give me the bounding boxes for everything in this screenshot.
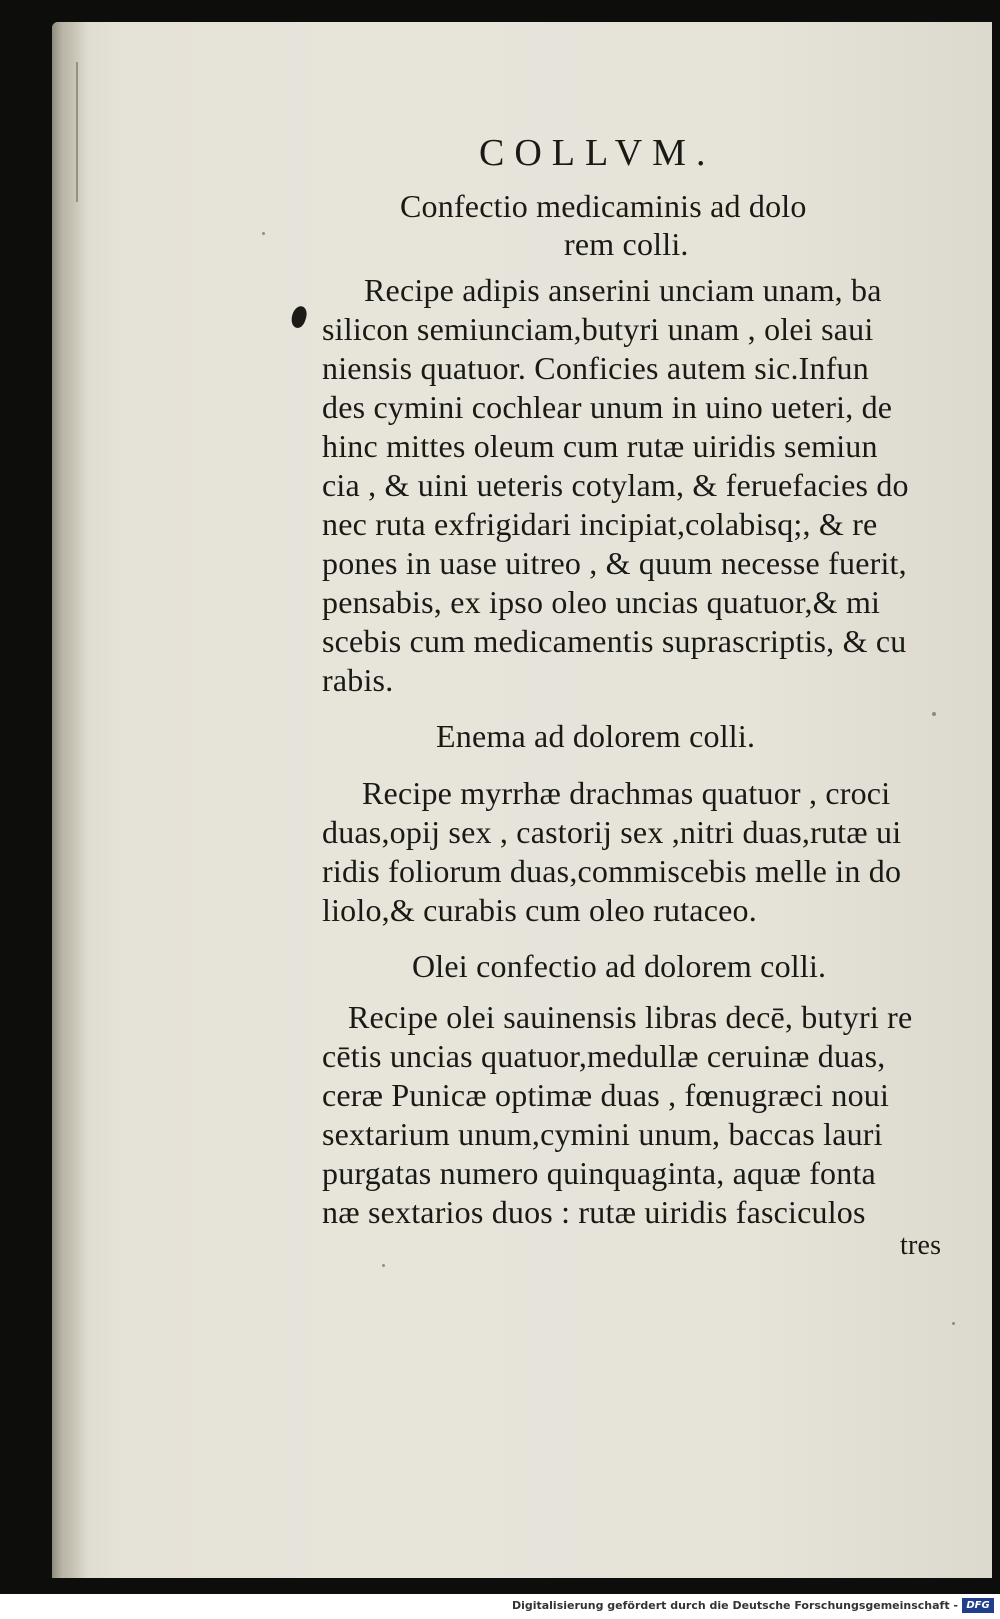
dfg-logo: DFG	[962, 1598, 994, 1613]
section3-line-5: purgatas numero quinquaginta, aquæ fonta	[322, 1155, 876, 1191]
section1-line-4: des cymini cochlear unum in uino ueteri, de	[322, 389, 893, 425]
ink-blot-mark	[289, 304, 309, 329]
paper-speck	[932, 712, 936, 716]
paper-speck	[262, 232, 265, 235]
section2-line-1: Recipe myrrhæ drachmas quatuor , croci	[362, 775, 891, 811]
digitization-footer	[0, 1594, 1000, 1619]
section2-line-2: duas,opij sex , castorij sex ,nitri duas,rutæ ui	[322, 814, 902, 850]
running-heading: COLLVM.	[479, 132, 716, 174]
section1-line-6: cia , & uini ueteris cotylam, & feruefacies do	[322, 467, 909, 503]
section1-line-3: niensis quatuor. Conficies autem sic.Infun	[322, 350, 869, 386]
section3-line-2: cētis uncias quatuor,medullæ ceruinæ duas,	[322, 1038, 886, 1074]
catchword: tres	[900, 1230, 942, 1261]
section1-line-8: pones in uase uitreo , & quum necesse fuerit,	[322, 545, 907, 581]
page-gutter	[52, 22, 88, 1578]
gutter-shadow	[76, 62, 78, 202]
section3-line-3: ceræ Punicæ optimæ duas , fœnugræci noui	[322, 1077, 890, 1113]
section2-title: Enema ad dolorem colli.	[436, 718, 756, 754]
paper-speck	[952, 1322, 955, 1325]
book-page	[52, 22, 992, 1578]
section1-line-9: pensabis, ex ipso oleo uncias quatuor,& mi	[322, 584, 881, 620]
section1-line-11: rabis.	[322, 662, 394, 698]
section2-line-4: liolo,& curabis cum oleo rutaceo.	[322, 892, 757, 928]
section1-line-5: hinc mittes oleum cum rutæ uiridis semiun	[322, 428, 878, 464]
section1-line-7: nec ruta exfrigidari incipiat,colabisq;, & re	[322, 506, 878, 542]
section1-line-10: scebis cum medicamentis suprascriptis, & cu	[322, 623, 907, 659]
footer-credit: Digitalisierung gefördert durch die Deutsche Forschungsgemeinschaft -	[511, 1599, 958, 1612]
paper-speck	[382, 1264, 385, 1267]
section1-line-2: silicon semiunciam,butyri unam , olei saui	[322, 311, 874, 347]
section3-title: Olei confectio ad dolorem colli.	[412, 948, 827, 984]
section1-title-line1: Confectio medicaminis ad dolo	[400, 188, 807, 224]
section2-line-3: ridis foliorum duas,commiscebis melle in do	[322, 853, 902, 889]
section3-line-6: næ sextarios duos : rutæ uiridis fasciculos	[322, 1194, 866, 1230]
section1-title-line2: rem colli.	[564, 226, 689, 262]
section1-line-1: Recipe adipis anserini unciam unam, ba	[364, 272, 882, 308]
section3-line-1: Recipe olei sauinensis libras decē, butyri re	[348, 999, 913, 1035]
section3-line-4: sextarium unum,cymini unum, baccas lauri	[322, 1116, 883, 1152]
